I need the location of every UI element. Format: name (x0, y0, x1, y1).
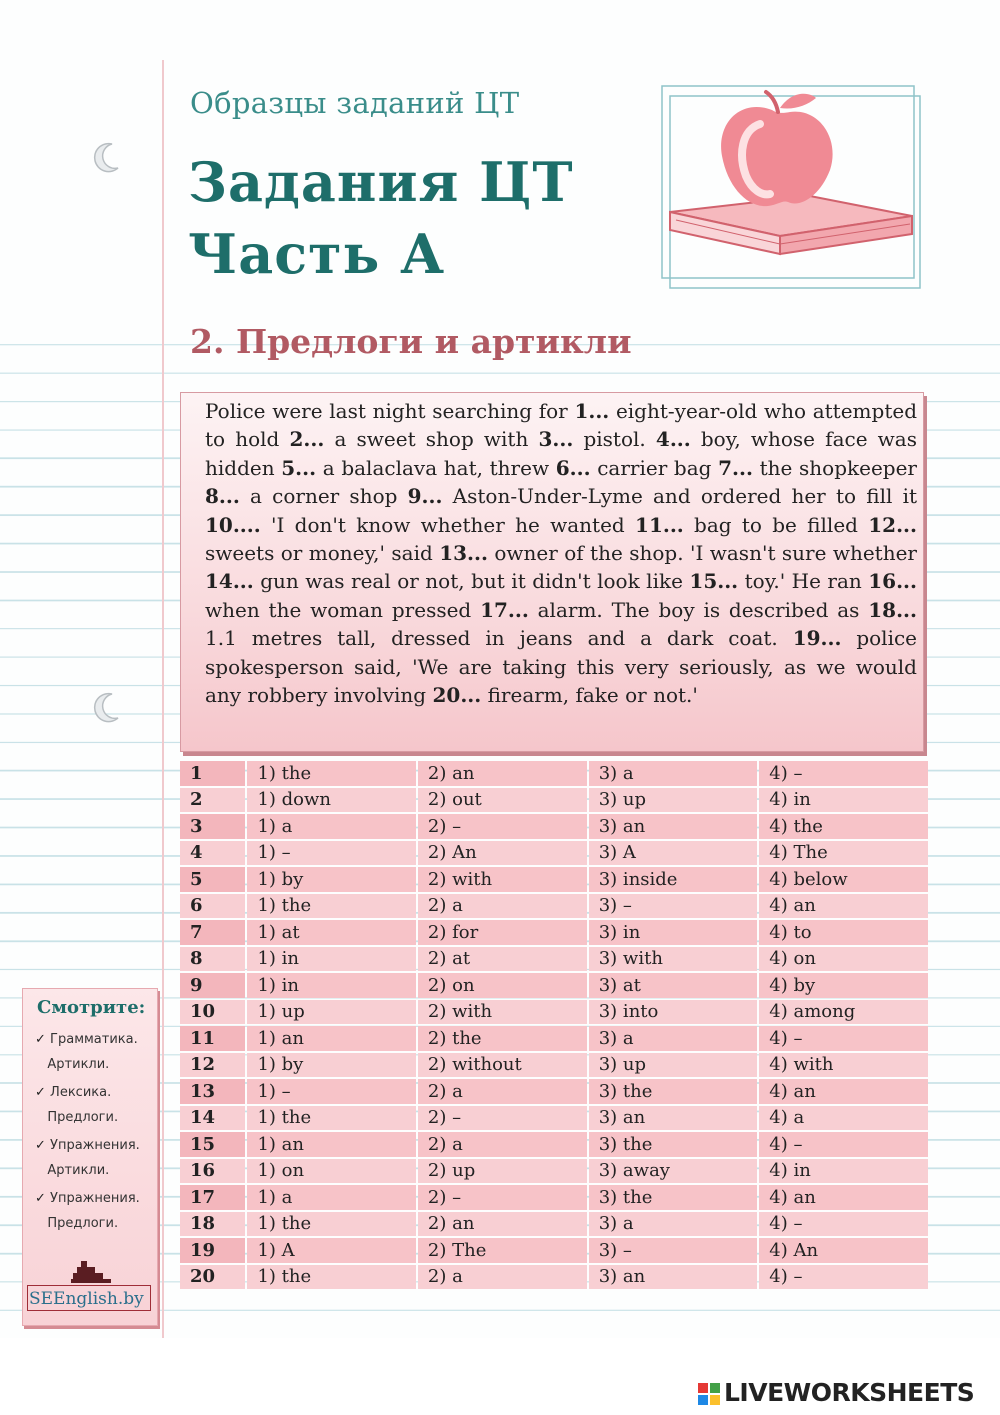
answer-row (180, 1079, 928, 1104)
gap-marker: 19... (792, 626, 842, 651)
passage-segment: toy.' He ran (738, 569, 869, 594)
answer-row (180, 788, 928, 813)
answer-option[interactable]: 4) below (759, 867, 928, 892)
passage-segment: when the woman pressed (205, 597, 481, 622)
page-subtitle: Образцы заданий ЦТ (190, 86, 520, 120)
gap-marker: 18... (868, 597, 917, 622)
answer-row (180, 1000, 928, 1025)
see-also-item[interactable]: ✓ Грамматика. Артикли. (35, 1032, 138, 1072)
answer-option[interactable]: 3) into (589, 1000, 758, 1025)
answer-option[interactable]: 1) the (247, 1106, 415, 1131)
answer-option[interactable]: 4) in (759, 1159, 928, 1184)
question-number: 8 (180, 947, 245, 972)
answer-option[interactable]: 2) – (418, 814, 587, 839)
answer-option[interactable]: 1) an (247, 1026, 415, 1051)
answer-option[interactable]: 1) the (247, 1265, 415, 1290)
answer-row (180, 1212, 928, 1237)
question-number: 9 (180, 973, 245, 998)
gap-marker: 17... (480, 597, 529, 622)
liveworksheets-brand[interactable]: LIVEWORKSHEETS (724, 1378, 975, 1407)
passage-segment: carrier bag (590, 455, 719, 480)
answer-option[interactable]: 1) at (247, 920, 415, 945)
answer-row (180, 973, 928, 998)
answer-row (180, 1265, 928, 1290)
answer-option[interactable]: 4) an (759, 1185, 928, 1210)
answer-row (180, 761, 928, 786)
passage-segment: 1.1 metres tall, dressed in jeans and a dark coat. (205, 626, 793, 651)
page-title-line2: Часть А (188, 222, 446, 286)
passage-segment: Police were last night searching for (205, 399, 575, 423)
passage-segment: 'I don't know whether he wanted (260, 512, 636, 537)
gap-marker: 7... (718, 455, 753, 480)
answer-row (180, 1106, 928, 1131)
answer-option[interactable]: 3) away (589, 1159, 758, 1184)
answer-option[interactable]: 2) for (418, 920, 587, 945)
answer-option[interactable]: 2) – (418, 1106, 587, 1131)
question-number: 2 (180, 788, 245, 813)
answer-option[interactable]: 3) inside (589, 867, 758, 892)
answer-option[interactable]: 1) the (247, 894, 415, 919)
passage-segment: a balaclava hat, threw (316, 455, 556, 480)
answer-option[interactable]: 4) – (759, 1026, 928, 1051)
answer-option[interactable]: 2) without (418, 1053, 587, 1078)
question-number: 20 (180, 1265, 245, 1290)
answer-option[interactable]: 1) – (247, 841, 415, 866)
question-number: 12 (180, 1053, 245, 1078)
passage-segment: firearm, fake or not.' (481, 683, 698, 708)
passage-segment: police spokesperson said, 'We are taking this very seriously, as we would any robbery involving (205, 626, 917, 708)
gap-marker: 12... (868, 512, 917, 537)
answer-option[interactable]: 3) an (589, 814, 758, 839)
answer-option[interactable]: 4) by (759, 973, 928, 998)
passage-segment: owner of the shop. 'I wasn't sure whether (487, 541, 917, 566)
answer-option[interactable]: 1) – (247, 1079, 415, 1104)
gap-marker: 6... (555, 455, 591, 480)
answer-row (180, 894, 928, 919)
answer-option[interactable]: 2) on (418, 973, 587, 998)
question-number: 3 (180, 814, 245, 839)
answer-option[interactable]: 4) – (759, 1265, 928, 1290)
answer-option[interactable]: 4) among (759, 1000, 928, 1025)
answer-option[interactable]: 1) in (247, 973, 415, 998)
question-number: 16 (180, 1159, 245, 1184)
gap-marker: 11... (635, 512, 684, 537)
answer-option[interactable]: 3) – (589, 1238, 758, 1263)
margin-line (162, 60, 164, 1338)
answer-option[interactable]: 2) at (418, 947, 587, 972)
gap-marker: 1... (574, 399, 610, 423)
passage-segment: gun was real or not, but it didn't look like (253, 569, 690, 594)
question-number: 1 (180, 761, 245, 786)
answer-option[interactable]: 4) An (759, 1238, 928, 1263)
answer-option[interactable]: 3) with (589, 947, 758, 972)
answer-option[interactable]: 1) by (247, 867, 415, 892)
gap-marker: 16... (868, 569, 917, 594)
gap-marker: 8... (205, 484, 240, 509)
answer-option[interactable]: 1) a (247, 1185, 415, 1210)
gap-marker: 15... (689, 569, 739, 594)
answer-option[interactable]: 4) – (759, 761, 928, 786)
answer-option[interactable]: 3) an (589, 1265, 758, 1290)
answer-option[interactable]: 1) an (247, 1132, 415, 1157)
question-number: 11 (180, 1026, 245, 1051)
see-also-item[interactable]: ✓ Лексика. Предлоги. (35, 1085, 119, 1125)
answer-row (180, 1053, 928, 1078)
answer-option[interactable]: 3) the (589, 1132, 758, 1157)
question-number: 19 (180, 1238, 245, 1263)
gap-marker: 9... (407, 484, 443, 509)
answer-row (180, 947, 928, 972)
answer-option[interactable]: 4) a (759, 1106, 928, 1131)
answer-option[interactable]: 4) with (759, 1053, 928, 1078)
passage-segment: alarm. The boy is described as (528, 597, 869, 622)
answer-option[interactable]: 1) by (247, 1053, 415, 1078)
answer-option[interactable]: 3) a (589, 1026, 758, 1051)
apple-on-books-icon (660, 84, 922, 290)
answer-option[interactable]: 2) with (418, 1000, 587, 1025)
passage-box (180, 392, 924, 752)
question-number: 4 (180, 841, 245, 866)
passage-segment: boy, whose face was hidden (205, 427, 917, 480)
passage-segment: the shopkeeper (752, 455, 917, 480)
passage-text (205, 397, 917, 709)
answer-option[interactable]: 4) – (759, 1132, 928, 1157)
gap-marker: 10.... (205, 512, 261, 537)
answer-row (180, 1026, 928, 1051)
question-number: 6 (180, 894, 245, 919)
answer-option[interactable]: 2) – (418, 1185, 587, 1210)
answer-option[interactable]: 4) to (759, 920, 928, 945)
page-title-line1: Задания ЦТ (188, 150, 574, 214)
gap-marker: 20... (432, 683, 482, 708)
gap-marker: 3... (538, 427, 574, 452)
answer-option[interactable]: 4) The (759, 841, 928, 866)
answer-option[interactable]: 1) up (247, 1000, 415, 1025)
question-number: 14 (180, 1106, 245, 1131)
answer-row (180, 867, 928, 892)
question-number: 10 (180, 1000, 245, 1025)
gap-marker: 5... (281, 455, 317, 480)
see-also-box (22, 988, 158, 1326)
answer-option[interactable]: 4) the (759, 814, 928, 839)
question-number: 18 (180, 1212, 245, 1237)
answer-option[interactable]: 3) A (589, 841, 758, 866)
answer-option[interactable]: 1) a (247, 814, 415, 839)
answer-option[interactable]: 2) an (418, 761, 587, 786)
question-number: 17 (180, 1185, 245, 1210)
answer-option[interactable]: 3) a (589, 1212, 758, 1237)
passage-segment: a sweet shop with (324, 427, 539, 452)
answer-options-table (178, 759, 930, 1291)
stairs-logo-icon (69, 1257, 113, 1285)
seenglish-logo[interactable]: SEEnglish.by (29, 1289, 144, 1309)
answer-option[interactable]: 1) A (247, 1238, 415, 1263)
passage-segment: pistol. (573, 427, 656, 452)
gap-marker: 4... (655, 427, 691, 452)
answer-option[interactable]: 3) in (589, 920, 758, 945)
answer-row (180, 1132, 928, 1157)
answer-option[interactable]: 4) an (759, 1079, 928, 1104)
answer-option[interactable]: 3) up (589, 1053, 758, 1078)
answer-option[interactable]: 3) up (589, 788, 758, 813)
answer-option[interactable]: 3) – (589, 894, 758, 919)
question-number: 15 (180, 1132, 245, 1157)
answer-option[interactable]: 3) the (589, 1079, 758, 1104)
binder-hole-icon (90, 140, 126, 176)
answer-option[interactable]: 2) out (418, 788, 587, 813)
answer-option[interactable]: 4) in (759, 788, 928, 813)
see-also-item[interactable]: ✓ Упражнения. Предлоги. (35, 1191, 140, 1231)
gap-marker: 14... (205, 569, 254, 594)
answer-option[interactable]: 1) in (247, 947, 415, 972)
passage-segment: eight-year-old who attempted to hold (205, 399, 917, 452)
answer-option[interactable]: 1) down (247, 788, 415, 813)
answer-option[interactable]: 1) on (247, 1159, 415, 1184)
answer-option[interactable]: 2) a (418, 1132, 587, 1157)
answer-row (180, 841, 928, 866)
see-also-title: Смотрите: (37, 997, 146, 1018)
answer-option[interactable]: 3) at (589, 973, 758, 998)
binder-hole-icon (90, 690, 126, 726)
answer-row (180, 1159, 928, 1184)
answer-row (180, 920, 928, 945)
passage-segment: bag to be filled (683, 512, 869, 537)
answer-option[interactable]: 4) on (759, 947, 928, 972)
gap-marker: 13... (439, 541, 488, 566)
question-number: 5 (180, 867, 245, 892)
answer-option[interactable]: 1) the (247, 1212, 415, 1237)
gap-marker: 2... (289, 427, 325, 452)
passage-segment: sweets or money,' said (205, 541, 440, 566)
question-number: 13 (180, 1079, 245, 1104)
answer-option[interactable]: 3) a (589, 761, 758, 786)
answer-option[interactable]: 4) – (759, 1212, 928, 1237)
answer-option[interactable]: 3) the (589, 1185, 758, 1210)
question-number: 7 (180, 920, 245, 945)
answer-row (180, 814, 928, 839)
answer-option[interactable]: 2) a (418, 1265, 587, 1290)
answer-option[interactable]: 2) a (418, 894, 587, 919)
passage-segment: a corner shop (239, 484, 408, 509)
answer-option[interactable]: 2) an (418, 1212, 587, 1237)
answer-option[interactable]: 4) an (759, 894, 928, 919)
answer-option[interactable]: 2) up (418, 1159, 587, 1184)
answer-option[interactable]: 2) a (418, 1079, 587, 1104)
answer-row (180, 1238, 928, 1263)
see-also-item[interactable]: ✓ Упражнения. Артикли. (35, 1138, 140, 1178)
answer-option[interactable]: 2) the (418, 1026, 587, 1051)
answer-option[interactable]: 2) The (418, 1238, 587, 1263)
answer-option[interactable]: 2) An (418, 841, 587, 866)
answer-option[interactable]: 2) with (418, 867, 587, 892)
section-heading: 2. Предлоги и артикли (190, 322, 632, 361)
passage-segment: Aston-Under-Lyme and ordered her to fill it (442, 484, 918, 509)
answer-option[interactable]: 1) the (247, 761, 415, 786)
answer-row (180, 1185, 928, 1210)
answer-option[interactable]: 3) an (589, 1106, 758, 1131)
